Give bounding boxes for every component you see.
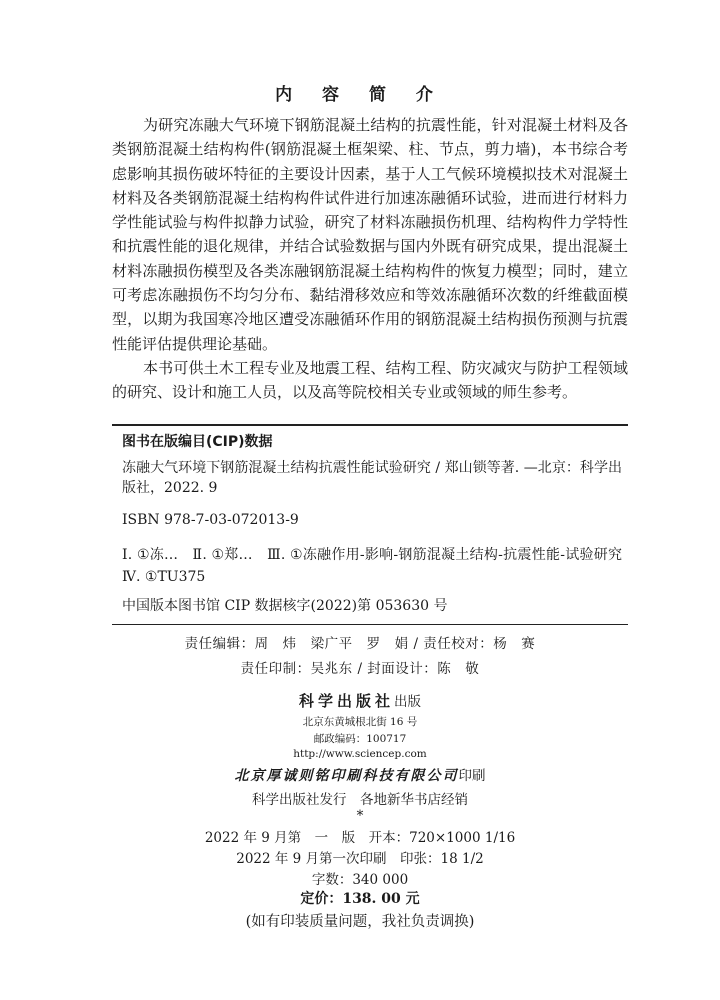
credits-line-1: 责任编辑：周 炜 梁广平 罗 娟 / 责任校对：杨 赛 xyxy=(184,636,536,652)
summary-paragraph-2: 本书可供土木工程专业及地震工程、结构工程、防灾减灾与防护工程领域的研究、设计和施工人员，以及高等院校相关专业或领域的师生参考。 xyxy=(112,358,628,402)
distribution-line: 科学出版社发行 各地新华书店经销 xyxy=(252,792,468,808)
quality-notice: (如有印装质量问题，我社负责调换) xyxy=(245,914,475,930)
summary-section xyxy=(112,113,628,405)
edition-line-1: 2022 年 9 月第 一 版 开本：720×1000 1/16 xyxy=(204,830,516,846)
cip-classification: Ⅰ. ①冻… Ⅱ. ①郑… Ⅲ. ①冻融作用-影响-钢筋混凝土结构-抗震性能-试验研究 Ⅳ. ①TU375 xyxy=(122,547,636,585)
publisher-suffix: 出版 xyxy=(394,694,421,710)
price-label: 定价： xyxy=(300,891,343,907)
edition-line-2: 2022 年 9 月第一次印刷 印张：18 1/2 xyxy=(236,851,484,867)
printer-logo-text: 北京厚诚则铭印刷科技有限公司 xyxy=(234,768,459,784)
cip-bottom-rule xyxy=(112,624,628,625)
publisher-address: 北京东黄城根北街 16 号 xyxy=(302,716,418,728)
cip-isbn: ISBN 978-7-03-072013-9 xyxy=(122,512,299,528)
price-value: 138. 00 元 xyxy=(342,891,420,907)
summary-paragraph-1: 为研究冻融大气环境下钢筋混凝土结构的抗震性能，针对混凝土材料及各类钢筋混凝土结构构件(钢筋混凝土框架梁、柱、节点，剪力墙)，本书综合考虑影响其损伤破坏特征的主要设计因素，基于人工气候环境模拟技术对混凝土材料及各类钢筋混凝土结构构件试件进行加速冻融循环试验，进而进行材料力学性能试验与构件拟静力试验，研究了材料冻融损伤机理、结构构件力学特性和抗震性能的退化规律，并结合试验数据与国内外既有研究成果，提出混凝土材料冻融损伤模型及各类冻融钢筋混凝土结构构件的恢复力模型；同时，建立可考虑冻融损伤不均匀分布、黏结滑移效应和等效冻融循环次数的纤维截面模型，以期为我国寒冷地区遭受冻融循环作用的钢筋混凝土结构损伤预测与抗震性能评估提供理论基础。 xyxy=(112,116,628,353)
printer-name xyxy=(0,764,720,785)
price-line xyxy=(0,888,720,908)
separator-asterisk: * xyxy=(356,808,364,824)
publisher-postcode: 邮政编码：100717 xyxy=(313,733,407,745)
publisher-website: http://www.sciencep.com xyxy=(293,748,427,760)
cip-heading xyxy=(122,432,622,452)
cip-top-rule xyxy=(112,424,628,426)
credits-line-2: 责任印制：吴兆东 / 封面设计：陈 敬 xyxy=(240,661,480,677)
publisher-name xyxy=(0,690,720,711)
cip-verification: 中国版本图书馆 CIP 数据核字(2022)第 053630 号 xyxy=(122,598,448,614)
cip-heading-text: 图书在版编目(CIP)数据 xyxy=(122,434,273,450)
cip-record: 冻融大气环境下钢筋混凝土结构抗震性能试验研究 / 郑山锁等著. —北京：科学出版社，2022. 9 xyxy=(122,460,622,496)
summary-heading: 内 容 简 介 xyxy=(275,85,445,105)
word-count: 字数：340 000 xyxy=(311,872,409,888)
printer-suffix: 印刷 xyxy=(458,768,486,784)
publisher-logo-text: 科学出版社 xyxy=(298,692,394,710)
